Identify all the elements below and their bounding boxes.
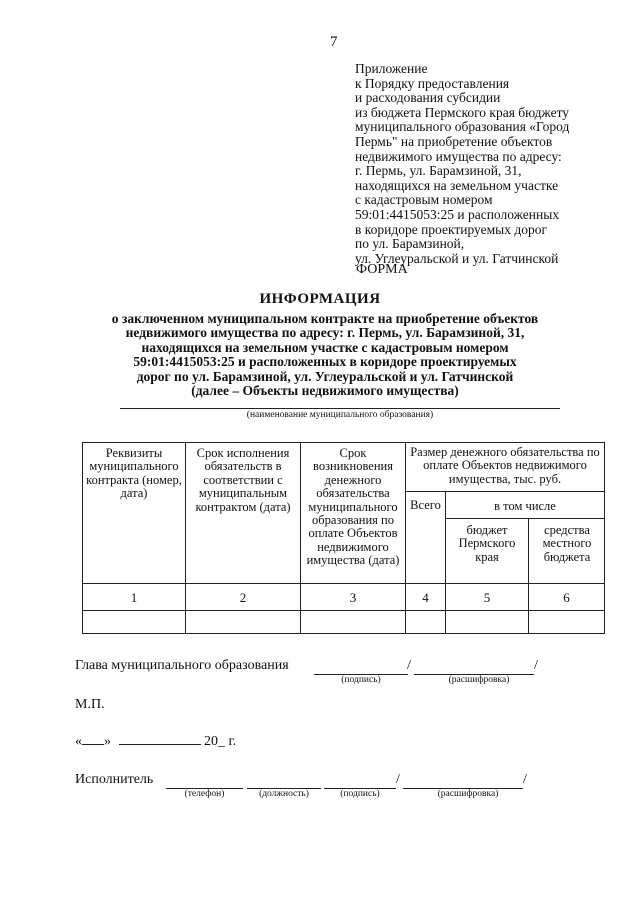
header-contract-details: Реквизиты муниципального контракта (номер, дата) — [86, 446, 182, 501]
input-cell-contract[interactable] — [83, 611, 185, 633]
subtitle-line: дорог по ул. Барамзиной, ул. Углеуральской и ул. Гатчинской — [136, 368, 514, 384]
appendix-line: к Порядку предоставления — [355, 75, 510, 91]
document-subtitle — [95, 312, 555, 398]
appendix-line: и расходования субсидии — [355, 90, 501, 106]
subtitle-line: (далее – Объекты недвижимого имущества) — [191, 383, 459, 399]
input-cell-local-budget[interactable] — [529, 611, 604, 633]
input-cell-execution-term[interactable] — [186, 611, 300, 633]
decoding-caption: (расшифровка) — [448, 675, 510, 685]
position-caption: (должность) — [259, 789, 309, 799]
municipality-name-line[interactable] — [120, 408, 560, 409]
appendix-line: недвижимого имущества по адресу: — [355, 148, 562, 164]
header-obligation-term: Срок возникновения денежного обязательства муниципального образования по оплате Объектов недвижимого имущества (дата) — [306, 446, 400, 568]
executor-label: Исполнитель — [75, 772, 154, 787]
appendix-line: муниципального образования «Город — [355, 119, 570, 135]
separator-slash: / — [523, 772, 527, 787]
input-cell-total[interactable] — [406, 611, 445, 633]
stamp-place: М.П. — [75, 697, 105, 712]
document-title: ИНФОРМАЦИЯ — [259, 291, 381, 307]
subtitle-line: недвижимого имущества по адресу: г. Пермь, ул. Барамзиной, 31, — [125, 325, 525, 341]
appendix-line: Пермь" на приобретение объектов — [355, 133, 553, 149]
separator-slash: / — [396, 772, 400, 787]
column-number: 6 — [563, 590, 570, 605]
phone-caption: (телефон) — [184, 789, 225, 799]
separator-slash: / — [534, 658, 538, 673]
subtitle-line: находящихся на земельном участке с кадастровым номером — [141, 339, 509, 355]
header-execution-term: Срок исполнения обязательств в соответствии с муниципальным контрактом (дата) — [195, 446, 291, 514]
column-number: 4 — [422, 590, 429, 605]
header-regional-budget: бюджет Пермского края — [458, 523, 516, 564]
column-number: 5 — [483, 590, 491, 605]
signature-caption: (подпись) — [341, 675, 381, 685]
header-total: Всего — [410, 498, 441, 512]
column-number: 3 — [349, 590, 357, 605]
subtitle-line: 59:01:4415053:25 и расположенных в коридоре проектируемых — [133, 354, 517, 370]
input-cell-regional-budget[interactable] — [446, 611, 528, 633]
subtitle-line: о заключенном муниципальном контракте на приобретение объектов — [111, 311, 539, 326]
form-label: ФОРМА — [356, 262, 408, 277]
header-local-budget: средства местного бюджета — [542, 523, 592, 564]
appendix-line: по ул. Барамзиной, — [355, 236, 465, 252]
appendix-line: г. Пермь, ул. Барамзиной, 31, — [355, 163, 522, 179]
date-open-quote: « — [75, 734, 82, 749]
date-close-quote: » — [104, 734, 111, 749]
appendix-line: в коридоре проектируемых дорог — [355, 221, 547, 237]
header-including: в том числе — [494, 499, 556, 513]
separator-slash: / — [407, 658, 411, 673]
column-number: 2 — [239, 590, 247, 605]
appendix-line: из бюджета Пермского края бюджету — [355, 104, 570, 120]
page-number: 7 — [330, 34, 338, 50]
day-field[interactable] — [82, 733, 104, 745]
input-cell-obligation-term[interactable] — [301, 611, 405, 633]
info-table — [82, 442, 605, 634]
executor-signature-caption: (подпись) — [340, 789, 380, 799]
appendix-line: ул. Углеуральской и ул. Гатчинской — [355, 250, 559, 266]
appendix-line: с кадастровым номером — [355, 192, 493, 208]
column-number: 1 — [130, 590, 138, 605]
year-text: 20_ г. — [204, 734, 237, 749]
appendix-header — [355, 62, 569, 266]
month-field[interactable] — [119, 733, 201, 745]
appendix-line: 59:01:4415053:25 и расположенных — [355, 206, 560, 222]
header-obligation-amount: Размер денежного обязательства по оплате Объектов недвижимого имущества, тыс. руб. — [410, 445, 600, 486]
municipality-caption: (наименование муниципального образования) — [246, 410, 434, 420]
appendix-line: находящихся на земельном участке — [355, 177, 559, 193]
date-row — [75, 733, 236, 750]
executor-decoding-caption: (расшифровка) — [437, 789, 499, 799]
appendix-line: Приложение — [355, 61, 428, 76]
head-label: Глава муниципального образования — [75, 658, 289, 673]
